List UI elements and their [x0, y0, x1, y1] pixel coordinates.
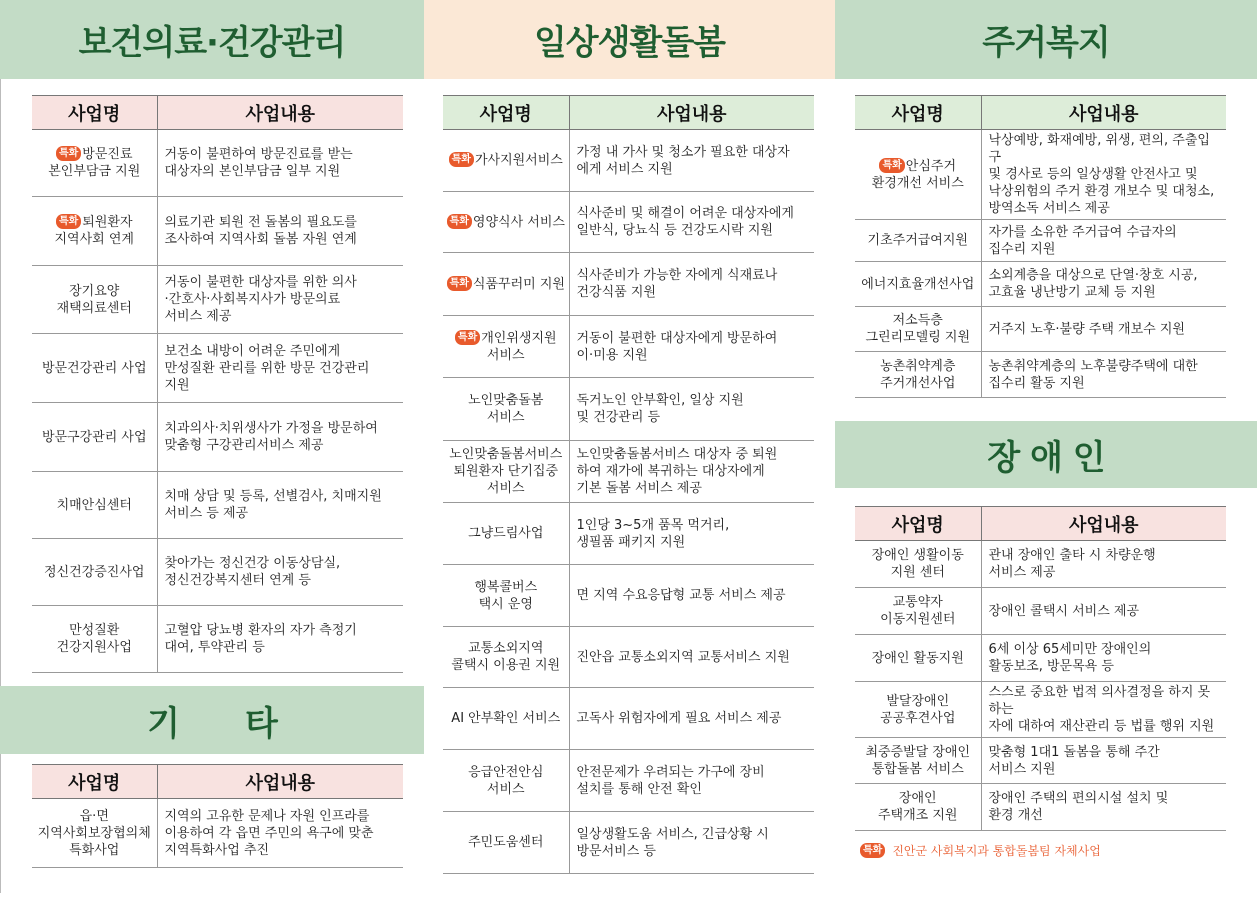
- program-name-line: 만성질환: [69, 623, 120, 638]
- program-name-line: 정신건강증진사업: [44, 564, 145, 580]
- program-description-cell: [569, 441, 814, 503]
- health-section-title: 보건의료·건강관리: [0, 0, 424, 79]
- housing-section-title: 주거복지: [835, 0, 1257, 79]
- legend-text: 진안군 사회복지과 통합돌봄팀 자체사업: [892, 844, 1101, 858]
- program-description-cell: [569, 503, 814, 565]
- health-table: [32, 95, 403, 673]
- program-description-line: 의료기관 퇴원 전 돌봄의 필요도를: [164, 215, 357, 230]
- program-description-cell: [981, 635, 1226, 682]
- program-name-line: 저소득층: [892, 313, 943, 328]
- program-description-line: 낙상위험의 주거 환경 개보수 및 대청소,: [988, 184, 1215, 199]
- disabled-header-name: 사업명: [855, 507, 981, 541]
- program-description-cell: [157, 799, 403, 868]
- table-row: [32, 606, 403, 673]
- program-description-line: 대상자의 본인부담금 일부 지원: [164, 164, 341, 179]
- program-description-line: 집수리 지원: [988, 241, 1056, 257]
- program-description-line: 거동이 불편한 대상자에게 방문하여: [576, 330, 778, 346]
- program-description-cell: [569, 812, 814, 874]
- table-row: [32, 403, 403, 472]
- program-description-line: 6세 이상 65세미만 장애인의: [988, 642, 1152, 657]
- program-description-cell: [569, 316, 814, 378]
- daily-table: [443, 95, 814, 874]
- program-description-cell: [981, 784, 1226, 831]
- program-description-cell: [981, 588, 1226, 635]
- program-description-line: 치과의사·치위생사가 가정을 방문하여: [164, 421, 378, 436]
- program-description-line: 낙상예방, 화재예방, 위생, 편의, 주출입구: [988, 133, 1210, 165]
- program-description-line: 조사하여 지역사회 돌봄 자원 연계: [164, 232, 357, 247]
- program-description-cell: [569, 378, 814, 441]
- table-row: [855, 262, 1226, 307]
- program-description-line: 일상생활도움 서비스, 긴급상황 시: [576, 826, 769, 842]
- program-name-line: 발달장애인: [886, 693, 950, 709]
- program-name-line: 교통약자: [892, 595, 943, 610]
- program-description-cell: [157, 334, 403, 403]
- program-name-line: 장애인 활동지원: [871, 650, 964, 666]
- program-name-line: 지역사회보장협의체: [37, 825, 151, 841]
- table-row: [32, 539, 403, 606]
- program-name-cell: [443, 253, 569, 316]
- program-name-line: 그린리모델링 지원: [865, 330, 971, 345]
- table-row: [855, 784, 1226, 831]
- program-name-cell: [443, 130, 569, 192]
- program-description-line: 관내 장애인 출타 시 차량운행: [988, 548, 1156, 563]
- program-name-line: 택시 운영: [478, 596, 533, 612]
- program-description-line: 활동보조, 방문목욕 등: [988, 659, 1114, 674]
- program-name-line: 서비스: [486, 347, 525, 363]
- table-row: [32, 130, 403, 197]
- program-name-cell: [855, 307, 981, 352]
- program-name-line: 콜택시 이용권 지원: [451, 658, 561, 673]
- program-name-cell: [443, 441, 569, 503]
- health-header-name: 사업명: [32, 96, 157, 130]
- program-name-line: 가사지원서비스: [474, 153, 563, 168]
- program-name-cell: [855, 784, 981, 831]
- program-description-cell: [981, 262, 1226, 307]
- table-row: [443, 441, 814, 503]
- program-description-line: 건강식품 지원: [576, 285, 656, 300]
- program-name-line: 기초주거급여지원: [867, 233, 968, 248]
- program-name-cell: [32, 266, 157, 334]
- program-description-line: 지역의 고유한 문제나 자원 인프라를: [164, 808, 370, 824]
- program-description-cell: [981, 682, 1226, 738]
- etc-section-title: 기 타: [0, 686, 424, 754]
- program-name-line: 건강지원사업: [56, 640, 132, 655]
- program-description-line: 서비스 제공: [164, 309, 232, 324]
- program-description-cell: [157, 130, 403, 197]
- table-row: [855, 130, 1226, 220]
- program-description-line: 스스로 중요한 법적 의사결정을 하지 못하는: [988, 685, 1211, 717]
- program-name-line: 퇴원환자: [82, 215, 133, 230]
- program-name-line: 지원 센터: [890, 565, 945, 580]
- program-name-cell: [855, 588, 981, 635]
- program-description-line: 서비스 제공: [988, 565, 1056, 580]
- program-name-line: 본인부담금 지원: [48, 164, 141, 179]
- program-name-cell: [855, 220, 981, 262]
- program-name-line: 환경개선 서비스: [871, 175, 964, 191]
- daily-header-desc: 사업내용: [569, 96, 814, 130]
- program-description-cell: [157, 266, 403, 334]
- program-name-line: 읍·면: [79, 808, 109, 824]
- program-name-line: 치매안심센터: [56, 497, 132, 513]
- disabled-table: [855, 506, 1226, 831]
- program-name-line: 공공후견사업: [880, 710, 956, 726]
- program-description-line: 식사준비가 가능한 자에게 식재료나: [576, 268, 778, 283]
- program-description-cell: [569, 565, 814, 627]
- program-name-line: 식품꾸러미 지원: [472, 276, 565, 292]
- daily-header-name: 사업명: [443, 96, 569, 130]
- program-description-line: 에게 서비스 지원: [576, 161, 673, 177]
- program-description-line: 자에 대하여 재산관리 등 법률 행위 지원: [988, 719, 1215, 734]
- health-header-desc: 사업내용: [157, 96, 403, 130]
- table-row: [32, 799, 403, 868]
- program-description-cell: [981, 307, 1226, 352]
- legend: [860, 842, 1101, 859]
- program-name-line: 주거개선사업: [880, 375, 956, 391]
- table-row: [855, 307, 1226, 352]
- program-name-line: 주택개조 지원: [878, 808, 958, 823]
- program-description-line: 및 경사로 등의 일상생활 안전사고 및: [988, 167, 1198, 182]
- housing-header-name: 사업명: [855, 96, 981, 130]
- program-description-line: 안전문제가 우려되는 가구에 장비: [576, 764, 765, 780]
- legend-badge: 특화: [860, 843, 885, 858]
- program-name-line: 주민도움센터: [468, 835, 544, 850]
- program-description-line: 기본 돌봄 서비스 제공: [576, 481, 702, 496]
- program-name-cell: [855, 352, 981, 398]
- table-row: [855, 682, 1226, 738]
- program-description-line: 가정 내 가사 및 청소가 필요한 대상자: [576, 144, 790, 160]
- program-description-line: 맞춤형 구강관리서비스 제공: [164, 438, 324, 453]
- program-name-cell: [32, 130, 157, 197]
- program-description-line: 지원: [164, 377, 190, 393]
- program-name-line: 방문구강관리 사업: [41, 429, 147, 445]
- program-name-line: 농촌취약계층: [880, 358, 956, 374]
- program-name-line: 에너지효율개선사업: [861, 276, 975, 292]
- program-name-line: 응급안전안심: [468, 764, 544, 780]
- program-description-line: 맞춤형 1대1 돌봄을 통해 주간: [988, 744, 1160, 760]
- program-description-line: 방역소독 서비스 제공: [988, 201, 1110, 216]
- program-description-cell: [569, 627, 814, 688]
- program-description-line: 거주지 노후·불량 주택 개보수 지원: [988, 321, 1185, 337]
- table-row: [855, 541, 1226, 588]
- program-name-line: 노인맞춤돌봄: [468, 393, 544, 408]
- program-description-cell: [569, 192, 814, 253]
- program-name-cell: [855, 738, 981, 784]
- program-description-cell: [981, 130, 1226, 220]
- program-name-cell: [855, 130, 981, 220]
- special-badge: 특화: [449, 152, 474, 167]
- table-row: [855, 635, 1226, 682]
- program-name-line: 지역사회 연계: [54, 232, 134, 247]
- program-name-cell: [855, 262, 981, 307]
- program-name-cell: [855, 682, 981, 738]
- table-row: [443, 750, 814, 812]
- table-row: [443, 130, 814, 192]
- table-row: [443, 565, 814, 627]
- program-description-line: 정신건강복지센터 연계 등: [164, 573, 311, 588]
- table-row: [443, 378, 814, 441]
- etc-table: [32, 764, 403, 868]
- program-description-cell: [569, 688, 814, 750]
- program-name-line: 영양식사 서비스: [472, 214, 565, 230]
- program-name-cell: [443, 565, 569, 627]
- program-name-cell: [443, 503, 569, 565]
- program-description-line: 거동이 불편한 대상자를 위한 의사: [164, 275, 357, 290]
- table-row: [32, 197, 403, 266]
- program-description-line: 서비스 지원: [988, 761, 1056, 777]
- housing-header-desc: 사업내용: [981, 96, 1226, 130]
- program-name-line: 최중증발달 장애인: [865, 744, 971, 760]
- program-name-line: AI 안부확인 서비스: [451, 711, 561, 726]
- table-row: [855, 588, 1226, 635]
- program-description-line: 대여, 투약관리 등: [164, 640, 265, 655]
- program-name-cell: [32, 334, 157, 403]
- program-name-cell: [32, 539, 157, 606]
- program-description-line: 소외계층을 대상으로 단열·창호 시공,: [988, 268, 1198, 283]
- table-row: [855, 738, 1226, 784]
- program-description-line: 거동이 불편하여 방문진료를 받는: [164, 147, 353, 162]
- program-description-cell: [569, 130, 814, 192]
- disabled-section-title: 장 애 인: [835, 421, 1257, 488]
- program-description-cell: [157, 197, 403, 266]
- program-name-cell: [443, 812, 569, 874]
- program-description-cell: [157, 539, 403, 606]
- program-name-line: 개인위생지원: [481, 330, 557, 346]
- table-row: [32, 266, 403, 334]
- program-name-cell: [32, 472, 157, 539]
- special-badge: 특화: [56, 214, 81, 229]
- program-description-line: 이용하여 각 읍면 주민의 욕구에 맞춘: [164, 825, 374, 841]
- special-badge: 특화: [455, 330, 480, 345]
- program-description-line: 자가를 소유한 주거급여 수급자의: [988, 224, 1177, 240]
- program-description-line: 설치를 통해 안전 확인: [576, 781, 702, 797]
- table-row: [32, 472, 403, 539]
- program-name-cell: [32, 197, 157, 266]
- program-name-line: 서비스: [486, 410, 525, 425]
- program-name-line: 재택의료센터: [56, 300, 132, 316]
- program-description-line: 치매 상담 및 등록, 선별검사, 치매지원: [164, 489, 382, 504]
- program-description-line: 고효율 냉난방기 교체 등 지원: [988, 285, 1156, 300]
- program-name-line: 노인맞춤돌봄서비스: [449, 447, 563, 462]
- program-name-line: 교통소외지역: [468, 641, 544, 656]
- etc-header-name: 사업명: [32, 765, 157, 799]
- table-row: [443, 627, 814, 688]
- program-name-line: 퇴원환자 단기집중: [453, 464, 559, 479]
- table-row: [443, 688, 814, 750]
- program-name-line: 장기요양: [69, 283, 120, 299]
- special-badge: 특화: [879, 158, 904, 173]
- program-name-line: 특화사업: [69, 842, 120, 858]
- program-name-line: 방문건강관리 사업: [41, 360, 147, 376]
- program-description-cell: [981, 352, 1226, 398]
- special-badge: 특화: [447, 276, 472, 291]
- program-name-line: 안심주거: [905, 158, 957, 174]
- program-description-line: 노인맞춤돌봄서비스 대상자 중 퇴원: [576, 447, 778, 462]
- program-description-line: 서비스 등 제공: [164, 506, 249, 521]
- program-description-cell: [569, 750, 814, 812]
- program-name-cell: [32, 606, 157, 673]
- program-description-line: 이·미용 지원: [576, 347, 648, 363]
- program-description-cell: [981, 738, 1226, 784]
- program-description-line: 지역특화사업 추진: [164, 842, 270, 858]
- program-name-line: 통합돌봄 서비스: [871, 761, 964, 777]
- program-description-cell: [569, 253, 814, 316]
- program-description-line: 환경 개선: [988, 808, 1043, 823]
- program-name-line: 서비스: [486, 781, 525, 797]
- program-name-cell: [32, 799, 157, 868]
- table-row: [443, 192, 814, 253]
- table-row: [443, 812, 814, 874]
- program-description-line: 1인당 3~5개 품목 먹거리,: [576, 517, 730, 533]
- program-name-cell: [443, 192, 569, 253]
- housing-table: [855, 95, 1226, 398]
- program-description-line: 고독사 위험자에게 필요 서비스 제공: [576, 711, 782, 726]
- program-description-line: 면 지역 수요응답형 교통 서비스 제공: [576, 588, 786, 603]
- program-description-line: 일반식, 당뇨식 등 건강도시락 지원: [576, 223, 773, 238]
- program-description-line: 찾아가는 정신건강 이동상담실,: [164, 556, 341, 571]
- program-description-line: 진안읍 교통소외지역 교통서비스 지원: [576, 649, 790, 665]
- table-row: [855, 352, 1226, 398]
- program-description-line: 만성질환 관리를 위한 방문 건강관리: [164, 360, 370, 376]
- program-description-line: 장애인 주택의 편의시설 설치 및: [988, 791, 1169, 806]
- program-name-line: 서비스: [486, 481, 525, 496]
- program-name-line: 장애인 생활이동: [871, 548, 964, 563]
- program-description-line: 독거노인 안부확인, 일상 지원: [576, 393, 744, 408]
- program-description-line: 고혈압 당뇨병 환자의 자가 측정기: [164, 623, 357, 638]
- disabled-header-desc: 사업내용: [981, 507, 1226, 541]
- program-description-line: 보건소 내방이 어려운 주민에게: [164, 343, 341, 359]
- table-row: [32, 334, 403, 403]
- program-name-line: 방문진료: [82, 147, 133, 162]
- program-description-line: 장애인 콜택시 서비스 제공: [988, 603, 1140, 619]
- daily-section-title: 일상생활돌봄: [424, 0, 835, 79]
- program-description-line: 농촌취약계층의 노후불량주택에 대한: [988, 358, 1198, 374]
- table-row: [443, 503, 814, 565]
- program-name-line: 행복콜버스: [474, 579, 538, 595]
- special-badge: 특화: [447, 214, 472, 229]
- program-description-line: 식사준비 및 해결이 어려운 대상자에게: [576, 206, 794, 221]
- program-description-line: 생필품 패키지 지원: [576, 534, 686, 550]
- program-name-line: 그냥드림사업: [468, 526, 544, 541]
- program-name-cell: [443, 316, 569, 378]
- program-name-cell: [32, 403, 157, 472]
- program-name-cell: [855, 635, 981, 682]
- program-description-cell: [157, 472, 403, 539]
- program-name-line: 장애인: [898, 791, 937, 806]
- table-row: [443, 253, 814, 316]
- program-name-cell: [443, 378, 569, 441]
- program-description-line: 및 건강관리 등: [576, 410, 661, 425]
- program-name-line: 이동지원센터: [880, 612, 956, 627]
- program-description-line: ·간호사·사회복지사가 방문의료: [164, 292, 341, 307]
- program-description-cell: [157, 403, 403, 472]
- etc-header-desc: 사업내용: [157, 765, 403, 799]
- table-row: [855, 220, 1226, 262]
- program-name-cell: [443, 750, 569, 812]
- table-row: [443, 316, 814, 378]
- program-name-cell: [443, 627, 569, 688]
- program-description-cell: [157, 606, 403, 673]
- program-name-cell: [443, 688, 569, 750]
- program-name-cell: [855, 541, 981, 588]
- special-badge: 특화: [56, 146, 81, 161]
- program-description-line: 방문서비스 등: [576, 843, 656, 859]
- program-description-cell: [981, 220, 1226, 262]
- program-description-cell: [981, 541, 1226, 588]
- program-description-line: 하여 재가에 복귀하는 대상자에게: [576, 464, 765, 479]
- program-description-line: 집수리 활동 지원: [988, 375, 1085, 391]
- left-border-line: [0, 78, 1, 893]
